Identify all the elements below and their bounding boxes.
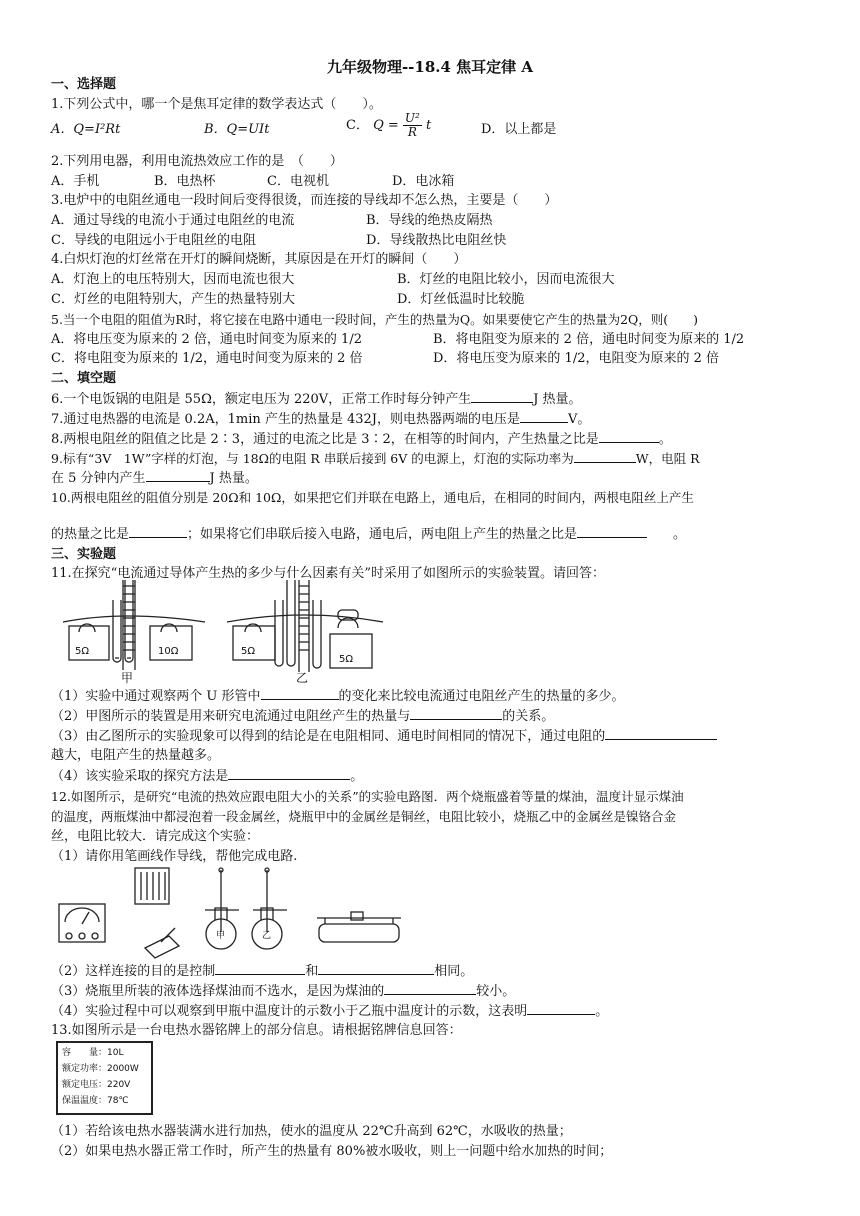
q12-p4-post: 。 — [595, 1004, 609, 1019]
q12-label-yi: 乙 — [262, 931, 272, 941]
q5-stem: 5.当一个电阻的阻值为R时，将它接在电路中通电一段时间，产生的热量为Q。如果要使它产生的热量为2Q，则( ) — [51, 312, 699, 327]
q11-figure — [55, 580, 385, 684]
q10-line2-pre: 的热量之比是 — [51, 527, 130, 542]
section-heading-fill: 二、填空题 — [51, 371, 117, 386]
q12-part2 — [51, 962, 473, 980]
q10-line2 — [51, 525, 686, 543]
q8-blank[interactable] — [599, 430, 659, 443]
nameplate-voltage: 额定电压：220V — [62, 1080, 131, 1090]
q1-fraction — [403, 112, 422, 139]
q10-line2-mid: ；如果将它们串联后接入电路，通电后，两电阻上产生的热量之比是 — [187, 527, 578, 542]
section-heading-experiment: 三、实验题 — [51, 547, 117, 562]
q3-option-d: D．导线散热比电阻丝快 — [366, 233, 507, 248]
q11-part1 — [51, 687, 625, 705]
q7-post: V。 — [568, 412, 591, 427]
q1-option-a: A．Q=I²Rt — [51, 122, 121, 137]
q6-blank[interactable] — [471, 390, 533, 403]
q9-blank-1[interactable] — [574, 450, 636, 463]
nameplate — [56, 1041, 153, 1115]
q8-post: 。 — [658, 432, 672, 447]
q12-line1: 12.如图所示，是研究“电流的热效应跟电阻大小的关系”的实验电路图．两个烧瓶盛着等量的煤油，温度计显示煤油 — [51, 789, 684, 804]
q8-pre: 8.两根电阻丝的阻值之比是 2∶3，通过的电流之比是 3∶2，在相等的时间内，产生热量之比是 — [51, 432, 599, 447]
switch-icon — [145, 936, 179, 958]
q1-option-d: D．以上都是 — [481, 122, 557, 137]
q4-stem: 4.白炽灯泡的灯丝常在开灯的瞬间烧断，其原因是在开灯的瞬间（ ） — [51, 252, 467, 267]
q4-option-d: D．灯丝低温时比较脆 — [397, 292, 525, 307]
q13-stem: 13.如图所示是一台电热水器铭牌上的部分信息。请根据铭牌信息回答： — [51, 1023, 462, 1038]
battery-icon — [135, 868, 169, 904]
q1-option-c — [346, 112, 431, 139]
q2-option-d: D．电冰箱 — [392, 174, 455, 189]
q3-stem: 3.电炉中的电阻丝通电一段时间后变得很烫，而连接的导线却不怎么热，主要是（ ） — [51, 193, 558, 208]
q11-p4-post: 。 — [350, 769, 364, 784]
q12-part3 — [51, 982, 515, 1000]
q12-p2-blank-2[interactable] — [318, 962, 434, 975]
q9-mid: W，电阻 R — [635, 451, 700, 466]
q11-label-r5c: 5Ω — [339, 654, 354, 665]
q11-p1-pre: （1）实验中通过观察两个 U 形管中 — [51, 689, 261, 704]
q7-pre: 7.通过电热器的电流是 0.2A，1min 产生的热量是 432J，则电热器两端的电压是 — [51, 412, 521, 427]
q11-p2-post: 的关系。 — [502, 709, 555, 724]
q10-line1: 10.两根电阻丝的阻值分别是 20Ω和 10Ω，如果把它们并联在电路上，通电后，在相同的时间内，两根电阻丝上产生 — [51, 490, 694, 505]
q12-part4 — [51, 1002, 608, 1020]
q1-stem: 1.下列公式中，哪一个是焦耳定律的数学表达式（ ）。 — [51, 97, 382, 112]
q8-line — [51, 430, 672, 448]
q11-p1-post: 的变化来比较电流通过电阻丝产生的热量的多少。 — [338, 689, 625, 704]
q1-fraction-num: U² — [404, 111, 420, 125]
q6-pre: 6.一个电饭锅的电阻是 55Ω，额定电压为 220V，正常工作时每分钟产生 — [51, 392, 472, 407]
q5-option-b: B．将电阻变为原来的 2 倍，通电时间变为原来的 1/2 — [433, 332, 745, 347]
page-title: 九年级物理--18.4 焦耳定律 A — [326, 58, 534, 76]
q9-line2 — [51, 469, 258, 487]
q10-blank-2[interactable] — [577, 525, 647, 538]
q12-p3-pre: （3）烧瓶里所装的液体选择煤油而不选水，是因为煤油的 — [51, 984, 385, 999]
q12-part1: （1）请你用笔画线作导线，帮他完成电路. — [51, 849, 298, 864]
q12-p2-blank-1[interactable] — [215, 962, 305, 975]
q11-stem: 11.在探究“电流通过导体产生热的多少与什么因素有关”时采用了如图所示的实验装置。请回答： — [51, 566, 605, 581]
q11-p2-blank[interactable] — [410, 707, 502, 720]
q6-post: J 热量。 — [533, 392, 582, 407]
q12-p2-mid: 和 — [305, 964, 319, 979]
q7-line — [51, 410, 590, 428]
q11-label-jia: 甲 — [121, 671, 134, 684]
q1-option-c-formula: Q = — [373, 118, 399, 133]
q11-p3-blank[interactable] — [605, 727, 717, 740]
nameplate-capacity: 容 量：10L — [62, 1048, 124, 1058]
q12-p2-post: 相同。 — [434, 964, 474, 979]
q12-line2: 的温度，两瓶煤油中都浸泡着一段金属丝，烧瓶甲中的金属丝是铜丝，电阻比较小，烧瓶乙中的金属丝是镍铬合金 — [51, 809, 677, 824]
q12-p3-post: 较小。 — [476, 984, 516, 999]
q3-option-a: A．通过导线的电流小于通过电阻丝的电流 — [51, 213, 295, 228]
q12-figure — [55, 862, 415, 962]
q11-part4 — [51, 767, 363, 785]
q12-line3: 丝，电阻比较大．请完成这个实验： — [51, 829, 260, 844]
q12-label-jia: 甲 — [216, 931, 226, 941]
q11-p3-pre: （3）由乙图所示的实验现象可以得到的结论是在电阻相同、通电时间相同的情况下，通过电阻的 — [51, 729, 606, 744]
q5-option-d: D．将电压变为原来的 1/2，电阻变为原来的 2 倍 — [433, 351, 720, 366]
section-heading-choice: 一、选择题 — [51, 77, 117, 92]
q11-label-r5b: 5Ω — [241, 646, 256, 657]
q1-option-c-tail: t — [426, 118, 432, 133]
q4-option-a: A．灯泡上的电压特别大，因而电流也很大 — [51, 272, 295, 287]
q10-line2-post: 。 — [673, 527, 687, 542]
q12-p4-pre: （4）实验过程中可以观察到甲瓶中温度计的示数小于乙瓶中温度计的示数，这表明 — [51, 1004, 528, 1019]
q11-label-r5: 5Ω — [75, 646, 90, 657]
q11-part3 — [51, 727, 717, 745]
q12-p4-blank[interactable] — [527, 1002, 595, 1015]
q13-part1: （1）若给该电热水器装满水进行加热，使水的温度从 22℃升高到 62℃，水吸收的热量； — [51, 1124, 572, 1139]
q11-p4-blank[interactable] — [228, 767, 350, 780]
q10-blank-1[interactable] — [129, 525, 187, 538]
rheostat-icon — [319, 924, 399, 942]
q9-pre: 9.标有“3V 1W”字样的灯泡，与 18Ω的电阻 R 串联后接到 6V 的电源上，灯泡的实际功率为 — [51, 451, 574, 466]
q9-line1 — [51, 450, 699, 467]
q4-option-b: B．灯丝的电阻比较小，因而电流很大 — [397, 272, 615, 287]
q9-blank-2[interactable] — [146, 469, 210, 482]
q5-option-a: A．将电压变为原来的 2 倍，通电时间变为原来的 1/2 — [51, 332, 362, 347]
q2-option-a: A．手机 — [51, 174, 100, 189]
q3-option-b: B．导线的绝热皮隔热 — [366, 213, 493, 228]
q9-line2-post: J 热量。 — [209, 471, 258, 486]
q1-option-c-prefix: C． — [346, 118, 369, 133]
nameplate-temperature: 保温温度：78℃ — [62, 1096, 129, 1106]
q1-fraction-den: R — [407, 125, 417, 139]
q11-p1-blank[interactable] — [261, 687, 339, 700]
q2-option-b: B．电热杯 — [154, 174, 216, 189]
q2-option-c: C．电视机 — [267, 174, 329, 189]
q7-blank[interactable] — [520, 410, 568, 423]
q11-label-yi: 乙 — [296, 671, 309, 684]
q3-option-c: C．导线的电阻远小于电阻丝的电阻 — [51, 233, 256, 248]
q6-line — [51, 390, 582, 408]
q12-p2-pre: （2）这样连接的目的是控制 — [51, 964, 216, 979]
q12-p3-blank[interactable] — [384, 982, 476, 995]
q11-part2 — [51, 707, 554, 725]
q11-label-r10: 10Ω — [158, 646, 179, 657]
nameplate-power: 额定功率：2000W — [62, 1064, 139, 1074]
q11-p2-pre: （2）甲图所示的装置是用来研究电流通过电阻丝产生的热量与 — [51, 709, 411, 724]
q2-stem: 2.下列用电器，利用电流热效应工作的是 （ ） — [51, 154, 343, 169]
q11-p4-pre: （4）该实验采取的探究方法是 — [51, 769, 229, 784]
q5-option-c: C．将电阻变为原来的 1/2，通电时间变为原来的 2 倍 — [51, 351, 363, 366]
q13-part2: （2）如果电热水器正常工作时，所产生的热量有 80%被水吸收，则上一问题中给水加热的时间； — [51, 1144, 613, 1159]
q9-line2-pre: 在 5 分钟内产生 — [51, 471, 146, 486]
q4-option-c: C．灯丝的电阻特别大，产生的热量特别大 — [51, 292, 295, 307]
q11-part3-line2: 越大，电阻产生的热量越多。 — [51, 748, 221, 763]
q1-option-b: B．Q=UIt — [204, 122, 270, 137]
